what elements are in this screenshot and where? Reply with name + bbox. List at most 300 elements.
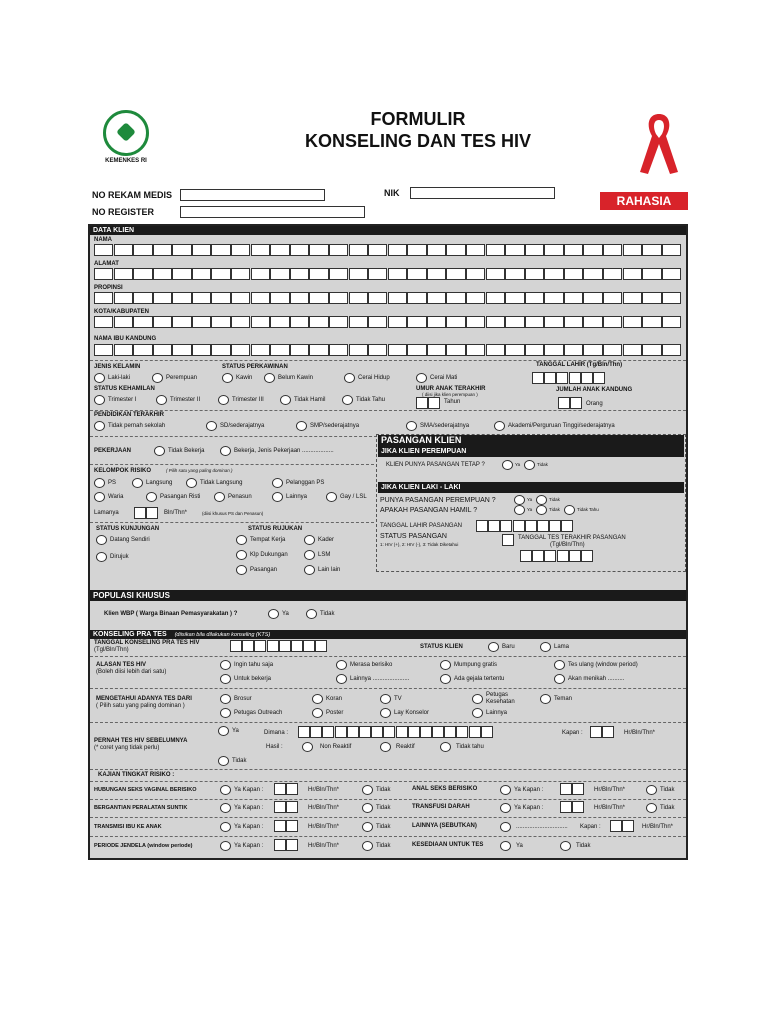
char-cell[interactable] <box>211 292 230 304</box>
cerai-hidup-radio[interactable] <box>344 373 355 383</box>
char-cell[interactable] <box>396 726 408 738</box>
untuk-bekerja-checkbox[interactable] <box>220 674 231 684</box>
char-cell[interactable] <box>242 640 254 652</box>
char-cell[interactable] <box>172 292 191 304</box>
akademi-radio[interactable] <box>494 421 505 431</box>
transfusi-ya-radio[interactable] <box>500 803 511 813</box>
belum-kawin-radio[interactable] <box>264 373 275 383</box>
char-cell[interactable] <box>274 820 286 832</box>
char-cell[interactable] <box>564 316 583 328</box>
char-cell[interactable] <box>513 520 525 532</box>
klp-dukungan-radio[interactable] <box>236 550 247 560</box>
char-cell[interactable] <box>270 292 289 304</box>
char-cell[interactable] <box>564 244 583 256</box>
lainnya-kapan-field[interactable] <box>610 820 634 832</box>
baru-radio[interactable] <box>488 642 499 652</box>
char-cell[interactable] <box>270 344 289 356</box>
char-cell[interactable] <box>603 344 622 356</box>
char-cell[interactable] <box>564 292 583 304</box>
char-cell[interactable] <box>561 520 573 532</box>
dirujuk-radio[interactable] <box>96 552 107 562</box>
char-cell[interactable] <box>134 507 146 519</box>
char-cell[interactable] <box>192 268 211 280</box>
char-cell[interactable] <box>274 839 286 851</box>
hub-seks-ya-radio[interactable] <box>220 785 231 795</box>
char-cell[interactable] <box>153 292 172 304</box>
char-cell[interactable] <box>623 344 642 356</box>
char-cell[interactable] <box>329 268 348 280</box>
tidak-langsung-radio[interactable] <box>186 478 197 488</box>
char-cell[interactable] <box>94 316 113 328</box>
char-cell[interactable] <box>279 640 291 652</box>
sma-radio[interactable] <box>406 421 417 431</box>
kota-field[interactable] <box>94 316 681 328</box>
char-cell[interactable] <box>560 801 572 813</box>
char-cell[interactable] <box>505 268 524 280</box>
char-cell[interactable] <box>466 268 485 280</box>
char-cell[interactable] <box>371 726 383 738</box>
char-cell[interactable] <box>347 726 359 738</box>
char-cell[interactable] <box>329 344 348 356</box>
char-cell[interactable] <box>622 820 634 832</box>
char-cell[interactable] <box>407 268 426 280</box>
dimana-field[interactable] <box>298 726 493 738</box>
char-cell[interactable] <box>603 268 622 280</box>
char-cell[interactable] <box>329 244 348 256</box>
penasun-radio[interactable] <box>214 492 225 502</box>
char-cell[interactable] <box>133 292 152 304</box>
char-cell[interactable] <box>114 244 133 256</box>
char-cell[interactable] <box>270 316 289 328</box>
lainnya-sumber-radio[interactable] <box>472 708 483 718</box>
char-cell[interactable] <box>583 344 602 356</box>
tgl-tes-pasangan-field[interactable] <box>520 550 593 562</box>
char-cell[interactable] <box>407 292 426 304</box>
char-cell[interactable] <box>153 244 172 256</box>
char-cell[interactable] <box>486 268 505 280</box>
hub-seks-kapan-field[interactable] <box>274 783 298 795</box>
char-cell[interactable] <box>408 726 420 738</box>
char-cell[interactable] <box>270 268 289 280</box>
bergantian-ya-radio[interactable] <box>220 803 231 813</box>
char-cell[interactable] <box>211 316 230 328</box>
char-cell[interactable] <box>251 268 270 280</box>
lamanya-field[interactable] <box>134 507 158 519</box>
tes-ulang-checkbox[interactable] <box>554 660 565 670</box>
char-cell[interactable] <box>486 292 505 304</box>
char-cell[interactable] <box>642 244 661 256</box>
nik-field[interactable] <box>410 187 555 199</box>
char-cell[interactable] <box>446 268 465 280</box>
char-cell[interactable] <box>251 316 270 328</box>
char-cell[interactable] <box>298 726 310 738</box>
no-register-field[interactable] <box>180 206 365 218</box>
non-reaktif-radio[interactable] <box>302 742 313 752</box>
char-cell[interactable] <box>146 507 158 519</box>
char-cell[interactable] <box>544 268 563 280</box>
char-cell[interactable] <box>570 397 582 409</box>
char-cell[interactable] <box>407 344 426 356</box>
punya-tetap-tidak-radio[interactable] <box>524 460 535 470</box>
char-cell[interactable] <box>309 316 328 328</box>
ada-gejala-checkbox[interactable] <box>440 674 451 684</box>
kapan-field[interactable] <box>590 726 614 738</box>
char-cell[interactable] <box>662 344 681 356</box>
lay-konselor-radio[interactable] <box>380 708 391 718</box>
koran-radio[interactable] <box>312 694 323 704</box>
char-cell[interactable] <box>407 244 426 256</box>
char-cell[interactable] <box>556 372 568 384</box>
kesediaan-ya-radio[interactable] <box>500 841 511 851</box>
char-cell[interactable] <box>488 520 500 532</box>
char-cell[interactable] <box>290 292 309 304</box>
poster-radio[interactable] <box>312 708 323 718</box>
char-cell[interactable] <box>549 520 561 532</box>
bekerja-radio[interactable] <box>220 446 231 456</box>
pernah-ya-radio[interactable] <box>218 726 229 736</box>
char-cell[interactable] <box>466 244 485 256</box>
char-cell[interactable] <box>560 783 572 795</box>
sd-radio[interactable] <box>206 421 217 431</box>
char-cell[interactable] <box>322 726 334 738</box>
char-cell[interactable] <box>211 344 230 356</box>
char-cell[interactable] <box>583 292 602 304</box>
punya-perempuan-ya-radio[interactable] <box>514 495 525 505</box>
char-cell[interactable] <box>153 316 172 328</box>
char-cell[interactable] <box>388 268 407 280</box>
char-cell[interactable] <box>231 316 250 328</box>
char-cell[interactable] <box>274 783 286 795</box>
transmisi-kapan-field[interactable] <box>274 820 298 832</box>
anal-seks-tidak-radio[interactable] <box>646 785 657 795</box>
char-cell[interactable] <box>486 244 505 256</box>
char-cell[interactable] <box>349 316 368 328</box>
char-cell[interactable] <box>192 292 211 304</box>
char-cell[interactable] <box>602 726 614 738</box>
char-cell[interactable] <box>662 316 681 328</box>
nama-ibu-field[interactable] <box>94 344 681 356</box>
char-cell[interactable] <box>192 316 211 328</box>
char-cell[interactable] <box>133 316 152 328</box>
char-cell[interactable] <box>290 244 309 256</box>
laki-radio[interactable] <box>94 373 105 383</box>
char-cell[interactable] <box>544 344 563 356</box>
char-cell[interactable] <box>309 244 328 256</box>
char-cell[interactable] <box>335 726 347 738</box>
char-cell[interactable] <box>481 726 493 738</box>
char-cell[interactable] <box>383 726 395 738</box>
char-cell[interactable] <box>505 316 524 328</box>
char-cell[interactable] <box>94 268 113 280</box>
wbp-ya-radio[interactable] <box>268 609 279 619</box>
status-pasangan-field[interactable] <box>502 534 514 546</box>
char-cell[interactable] <box>486 316 505 328</box>
char-cell[interactable] <box>432 726 444 738</box>
char-cell[interactable] <box>286 839 298 851</box>
bergantian-tidak-radio[interactable] <box>362 803 373 813</box>
hamil-ya-radio[interactable] <box>514 505 525 515</box>
char-cell[interactable] <box>231 268 250 280</box>
char-cell[interactable] <box>603 292 622 304</box>
char-cell[interactable] <box>544 316 563 328</box>
char-cell[interactable] <box>172 316 191 328</box>
char-cell[interactable] <box>368 316 387 328</box>
char-cell[interactable] <box>662 244 681 256</box>
tidak-sekolah-radio[interactable] <box>94 421 105 431</box>
char-cell[interactable] <box>525 244 544 256</box>
jumlah-anak-field[interactable] <box>558 397 582 409</box>
char-cell[interactable] <box>153 344 172 356</box>
char-cell[interactable] <box>446 344 465 356</box>
smp-radio[interactable] <box>296 421 307 431</box>
mumpung-gratis-checkbox[interactable] <box>440 660 451 670</box>
char-cell[interactable] <box>290 316 309 328</box>
char-cell[interactable] <box>309 292 328 304</box>
char-cell[interactable] <box>603 244 622 256</box>
char-cell[interactable] <box>172 344 191 356</box>
char-cell[interactable] <box>427 292 446 304</box>
merasa-berisiko-checkbox[interactable] <box>336 660 347 670</box>
char-cell[interactable] <box>407 316 426 328</box>
pelanggan-ps-radio[interactable] <box>272 478 283 488</box>
tidak-tahu-hamil-radio[interactable] <box>342 395 353 405</box>
char-cell[interactable] <box>251 244 270 256</box>
char-cell[interactable] <box>525 316 544 328</box>
char-cell[interactable] <box>114 292 133 304</box>
petugas-outreach-radio[interactable] <box>220 708 231 718</box>
char-cell[interactable] <box>593 372 605 384</box>
char-cell[interactable] <box>610 820 622 832</box>
brosur-radio[interactable] <box>220 694 231 704</box>
transmisi-tidak-radio[interactable] <box>362 822 373 832</box>
char-cell[interactable] <box>466 316 485 328</box>
char-cell[interactable] <box>94 292 113 304</box>
nama-field[interactable] <box>94 244 681 256</box>
trimester1-radio[interactable] <box>94 395 105 405</box>
hamil-tidak-radio[interactable] <box>536 505 547 515</box>
char-cell[interactable] <box>466 292 485 304</box>
char-cell[interactable] <box>329 316 348 328</box>
tgl-lahir-pasangan-field[interactable] <box>476 520 574 532</box>
char-cell[interactable] <box>153 268 172 280</box>
lainnya-risiko-radio[interactable] <box>272 492 283 502</box>
char-cell[interactable] <box>192 344 211 356</box>
punya-tetap-ya-radio[interactable] <box>502 460 513 470</box>
anal-seks-kapan-field[interactable] <box>560 783 584 795</box>
char-cell[interactable] <box>525 520 537 532</box>
char-cell[interactable] <box>420 726 432 738</box>
char-cell[interactable] <box>286 783 298 795</box>
datang-sendiri-radio[interactable] <box>96 535 107 545</box>
pasangan-rujukan-radio[interactable] <box>236 565 247 575</box>
char-cell[interactable] <box>133 344 152 356</box>
char-cell[interactable] <box>427 316 446 328</box>
char-cell[interactable] <box>114 316 133 328</box>
lainnya-sebutkan-radio[interactable] <box>500 822 511 832</box>
char-cell[interactable] <box>564 344 583 356</box>
char-cell[interactable] <box>537 520 549 532</box>
char-cell[interactable] <box>544 372 556 384</box>
tempat-kerja-radio[interactable] <box>236 535 247 545</box>
char-cell[interactable] <box>416 397 428 409</box>
char-cell[interactable] <box>133 244 152 256</box>
char-cell[interactable] <box>532 372 544 384</box>
char-cell[interactable] <box>428 397 440 409</box>
char-cell[interactable] <box>329 292 348 304</box>
char-cell[interactable] <box>251 292 270 304</box>
tanggal-konseling-field[interactable] <box>230 640 328 652</box>
teman-radio[interactable] <box>540 694 551 704</box>
lain-lain-radio[interactable] <box>304 565 315 575</box>
char-cell[interactable] <box>569 550 581 562</box>
char-cell[interactable] <box>133 268 152 280</box>
char-cell[interactable] <box>525 292 544 304</box>
kesediaan-tidak-radio[interactable] <box>560 841 571 851</box>
char-cell[interactable] <box>505 344 524 356</box>
char-cell[interactable] <box>359 726 371 738</box>
char-cell[interactable] <box>642 292 661 304</box>
kader-radio[interactable] <box>304 535 315 545</box>
char-cell[interactable] <box>544 550 556 562</box>
transfusi-tidak-radio[interactable] <box>646 803 657 813</box>
char-cell[interactable] <box>368 244 387 256</box>
char-cell[interactable] <box>192 244 211 256</box>
char-cell[interactable] <box>231 344 250 356</box>
char-cell[interactable] <box>309 344 328 356</box>
char-cell[interactable] <box>532 550 544 562</box>
transfusi-kapan-field[interactable] <box>560 801 584 813</box>
ingin-tahu-checkbox[interactable] <box>220 660 231 670</box>
char-cell[interactable] <box>388 316 407 328</box>
tanggal-lahir-field[interactable] <box>532 372 605 384</box>
pernah-tidak-radio[interactable] <box>218 756 229 766</box>
char-cell[interactable] <box>583 316 602 328</box>
char-cell[interactable] <box>572 801 584 813</box>
char-cell[interactable] <box>114 344 133 356</box>
petugas-kesehatan-radio[interactable] <box>472 694 483 704</box>
char-cell[interactable] <box>291 640 303 652</box>
char-cell[interactable] <box>525 344 544 356</box>
alamat-field[interactable] <box>94 268 681 280</box>
char-cell[interactable] <box>446 316 465 328</box>
char-cell[interactable] <box>231 244 250 256</box>
trimester3-radio[interactable] <box>218 395 229 405</box>
char-cell[interactable] <box>303 640 315 652</box>
char-cell[interactable] <box>623 244 642 256</box>
char-cell[interactable] <box>525 268 544 280</box>
akan-menikah-checkbox[interactable] <box>554 674 565 684</box>
char-cell[interactable] <box>172 244 191 256</box>
langsung-radio[interactable] <box>132 478 143 488</box>
char-cell[interactable] <box>446 292 465 304</box>
propinsi-field[interactable] <box>94 292 681 304</box>
lsm-radio[interactable] <box>304 550 315 560</box>
char-cell[interactable] <box>662 268 681 280</box>
char-cell[interactable] <box>444 726 456 738</box>
kawin-radio[interactable] <box>222 373 233 383</box>
char-cell[interactable] <box>583 268 602 280</box>
tv-radio[interactable] <box>380 694 391 704</box>
char-cell[interactable] <box>603 316 622 328</box>
char-cell[interactable] <box>476 520 488 532</box>
reaktif-radio[interactable] <box>380 742 391 752</box>
lama-radio[interactable] <box>540 642 551 652</box>
char-cell[interactable] <box>251 344 270 356</box>
char-cell[interactable] <box>427 344 446 356</box>
char-cell[interactable] <box>558 397 570 409</box>
umur-anak-field[interactable] <box>416 397 440 409</box>
cerai-mati-radio[interactable] <box>416 373 427 383</box>
char-cell[interactable] <box>583 244 602 256</box>
char-cell[interactable] <box>211 268 230 280</box>
char-cell[interactable] <box>623 292 642 304</box>
char-cell[interactable] <box>569 372 581 384</box>
char-cell[interactable] <box>466 344 485 356</box>
hub-seks-tidak-radio[interactable] <box>362 785 373 795</box>
char-cell[interactable] <box>557 550 569 562</box>
anal-seks-ya-radio[interactable] <box>500 785 511 795</box>
char-cell[interactable] <box>315 640 327 652</box>
perempuan-radio[interactable] <box>152 373 163 383</box>
char-cell[interactable] <box>662 292 681 304</box>
char-cell[interactable] <box>310 726 322 738</box>
wbp-tidak-radio[interactable] <box>306 609 317 619</box>
char-cell[interactable] <box>230 640 242 652</box>
char-cell[interactable] <box>290 268 309 280</box>
char-cell[interactable] <box>231 292 250 304</box>
char-cell[interactable] <box>623 316 642 328</box>
gay-radio[interactable] <box>326 492 337 502</box>
char-cell[interactable] <box>286 801 298 813</box>
char-cell[interactable] <box>642 344 661 356</box>
no-rekam-medis-field[interactable] <box>180 189 325 201</box>
char-cell[interactable] <box>270 244 289 256</box>
ps-radio[interactable] <box>94 478 105 488</box>
char-cell[interactable] <box>427 268 446 280</box>
char-cell[interactable] <box>274 801 286 813</box>
char-cell[interactable] <box>172 268 191 280</box>
char-cell[interactable] <box>388 344 407 356</box>
char-cell[interactable] <box>349 292 368 304</box>
char-cell[interactable] <box>309 268 328 280</box>
char-cell[interactable] <box>286 820 298 832</box>
char-cell[interactable] <box>349 268 368 280</box>
periode-tidak-radio[interactable] <box>362 841 373 851</box>
char-cell[interactable] <box>642 316 661 328</box>
char-cell[interactable] <box>544 244 563 256</box>
punya-perempuan-tidak-radio[interactable] <box>536 495 547 505</box>
char-cell[interactable] <box>581 550 593 562</box>
char-cell[interactable] <box>456 726 468 738</box>
tidak-tahu-hasil-radio[interactable] <box>440 742 451 752</box>
bergantian-kapan-field[interactable] <box>274 801 298 813</box>
char-cell[interactable] <box>290 344 309 356</box>
char-cell[interactable] <box>590 726 602 738</box>
char-cell[interactable] <box>564 268 583 280</box>
char-cell[interactable] <box>368 292 387 304</box>
char-cell[interactable] <box>642 268 661 280</box>
char-cell[interactable] <box>446 244 465 256</box>
char-cell[interactable] <box>427 244 446 256</box>
trimester2-radio[interactable] <box>156 395 167 405</box>
char-cell[interactable] <box>544 292 563 304</box>
hamil-tidak-tahu-radio[interactable] <box>564 505 575 515</box>
char-cell[interactable] <box>388 292 407 304</box>
lainnya-alasan-checkbox[interactable] <box>336 674 347 684</box>
char-cell[interactable] <box>469 726 481 738</box>
pasangan-risti-radio[interactable] <box>146 492 157 502</box>
char-cell[interactable] <box>254 640 266 652</box>
